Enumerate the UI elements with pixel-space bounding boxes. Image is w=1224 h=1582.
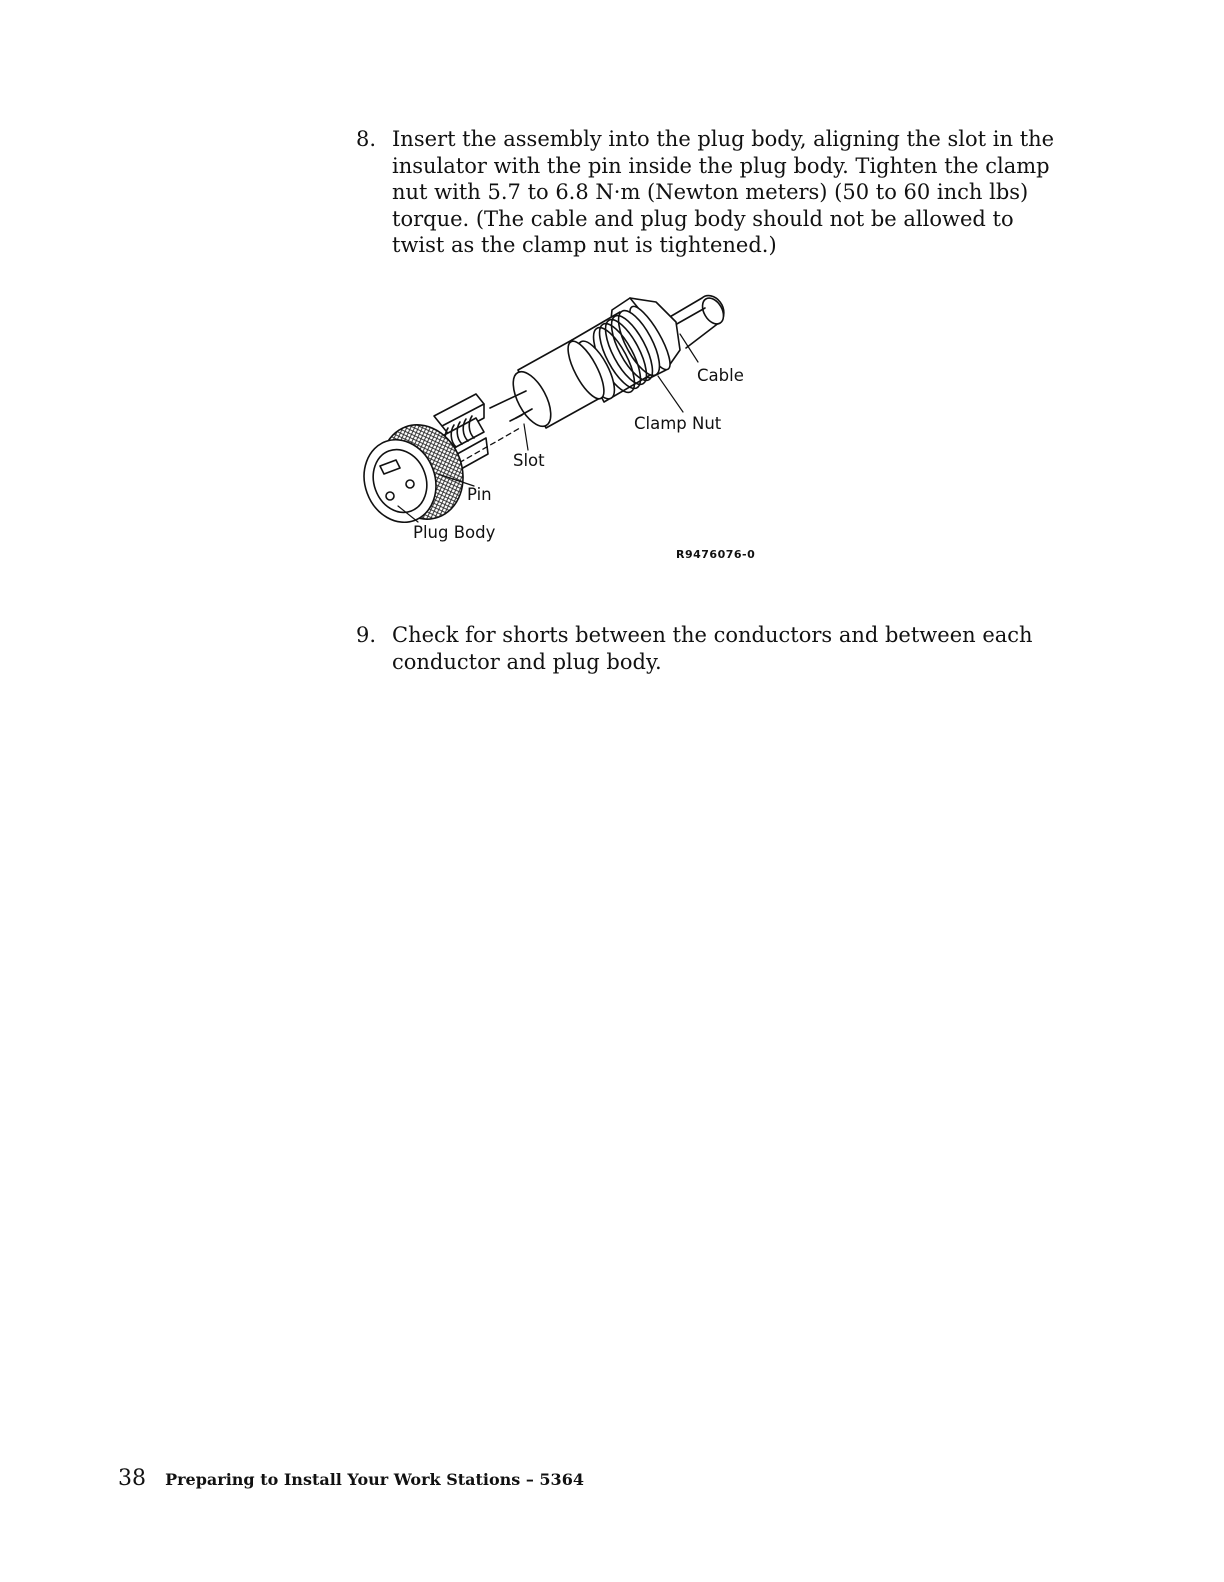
step-line: torque. (The cable and plug body should not be allowed to <box>392 206 1014 231</box>
slot-label: Slot <box>513 451 545 470</box>
page-number: 38 <box>118 1466 146 1491</box>
step-line: twist as the clamp nut is tightened.) <box>392 233 777 257</box>
plug-body-label: Plug Body <box>413 523 496 542</box>
step-text <box>392 622 1076 675</box>
clamp-nut-label: Clamp Nut <box>634 414 722 433</box>
step-line: nut with 5.7 to 6.8 N·m (Newton meters) (50 to 60 inch lbs) <box>392 180 1029 204</box>
pin-label: Pin <box>467 485 492 504</box>
figure-id: R9476076-0 <box>676 548 756 561</box>
connector-assembly-figure <box>350 278 770 568</box>
step-8 <box>356 126 1076 259</box>
step-9 <box>356 622 1076 675</box>
cable-label: Cable <box>697 366 744 385</box>
page-footer <box>118 1466 584 1491</box>
step-line: Insert the assembly into the plug body, aligning the slot in the <box>392 127 1055 151</box>
step-line: conductor and plug body. <box>392 649 662 674</box>
running-title: Preparing to Install Your Work Stations – 5364 <box>165 1470 584 1489</box>
step-number: 8. <box>356 127 377 151</box>
step-number: 9. <box>356 623 377 647</box>
step-line: Check for shorts between the conductors and between each <box>392 623 1033 647</box>
step-text <box>392 126 1076 259</box>
step-line: insulator with the pin inside the plug body. Tighten the clamp <box>392 153 1050 178</box>
